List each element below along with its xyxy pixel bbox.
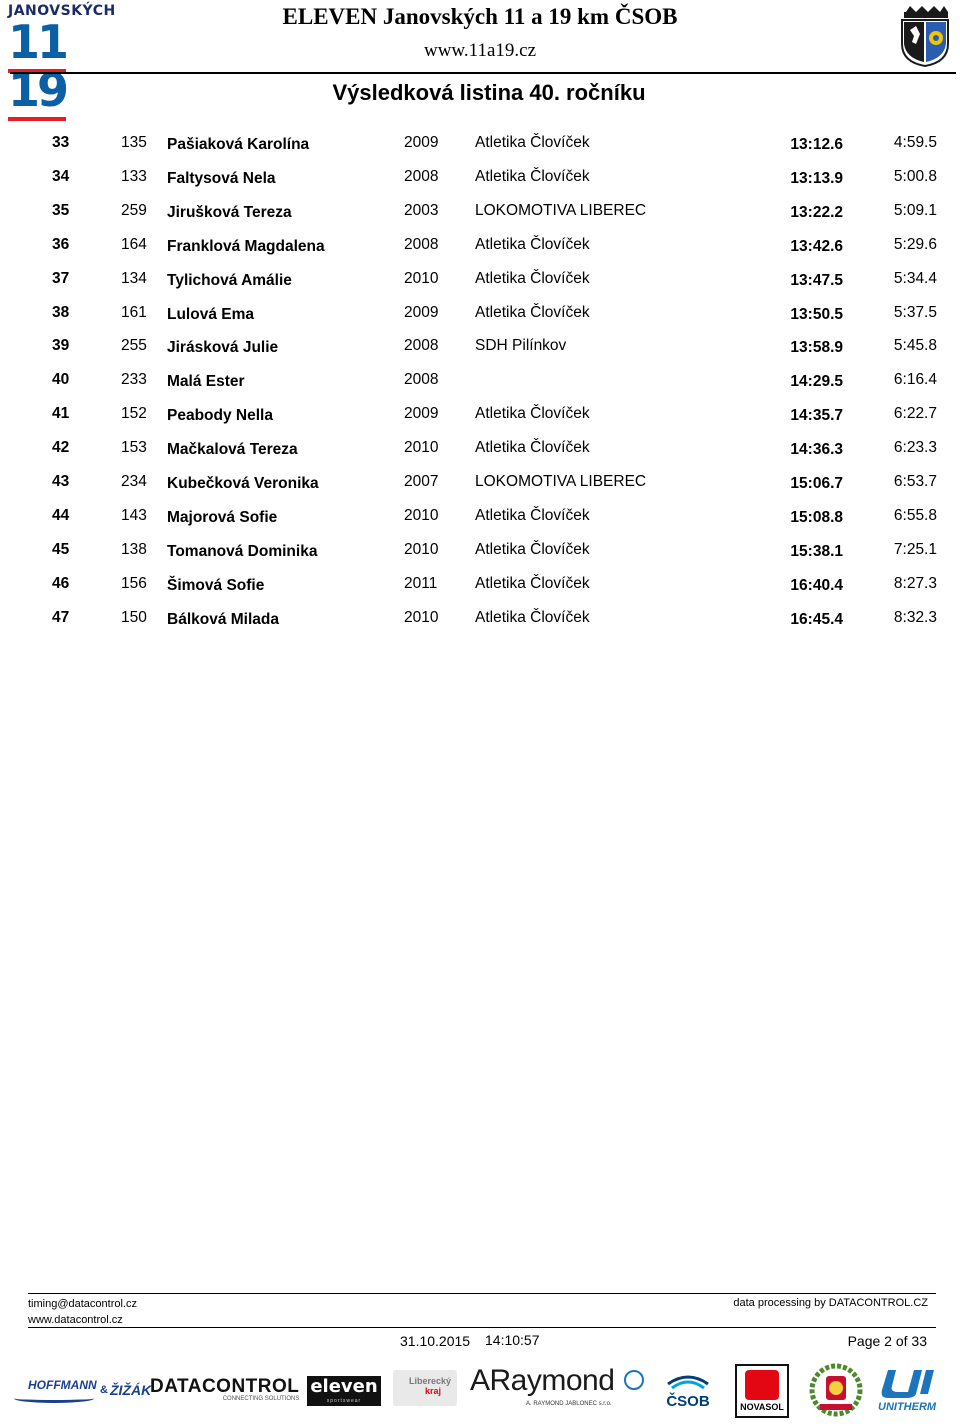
- result-club: Atletika Človíček: [475, 236, 590, 253]
- header-divider: [10, 72, 956, 74]
- footer-web[interactable]: www.datacontrol.cz: [28, 1314, 123, 1326]
- result-time: 16:45.4: [790, 611, 843, 628]
- result-pace: 5:45.8: [893, 337, 937, 354]
- result-time: 13:13.9: [790, 170, 843, 187]
- town-crest-icon: [898, 4, 952, 68]
- result-name: Pašiaková Karolína: [167, 136, 310, 153]
- result-bib: 133: [121, 168, 147, 185]
- table-row: [0, 236, 960, 270]
- unitherm-u-icon: [878, 1368, 948, 1398]
- sponsor-csob-logo: ČSOB: [664, 1372, 712, 1410]
- result-year: 2008: [404, 168, 439, 185]
- result-year: 2010: [404, 507, 439, 524]
- page-title: ELEVEN Janovských 11 a 19 km ČSOB: [282, 4, 678, 29]
- table-row: [0, 473, 960, 507]
- result-time: 13:12.6: [790, 136, 843, 153]
- table-row: [0, 134, 960, 168]
- result-bib: 135: [121, 134, 147, 151]
- table-row: [0, 439, 960, 473]
- table-row: [0, 405, 960, 439]
- result-time: 13:47.5: [790, 272, 843, 289]
- result-club: Atletika Človíček: [475, 270, 590, 287]
- result-pace: 7:25.1: [893, 541, 937, 558]
- result-place: 40: [52, 371, 70, 388]
- result-pace: 5:00.8: [893, 168, 937, 185]
- sponsor-strip: [0, 1360, 960, 1420]
- result-year: 2003: [404, 202, 439, 219]
- result-bib: 152: [121, 405, 147, 422]
- sponsor-liberecky-kraj-logo: Liberecký kraj: [393, 1370, 457, 1406]
- result-bib: 150: [121, 609, 147, 626]
- result-place: 35: [52, 202, 70, 219]
- table-row: [0, 507, 960, 541]
- result-pace: 6:22.7: [893, 405, 937, 422]
- table-row: [0, 575, 960, 609]
- result-pace: 6:53.7: [893, 473, 937, 490]
- result-place: 37: [52, 270, 70, 287]
- result-time: 14:35.7: [790, 407, 843, 424]
- result-pace: 5:34.4: [893, 270, 937, 287]
- result-place: 33: [52, 134, 70, 151]
- result-name: Tylichová Amálie: [167, 272, 292, 289]
- result-time: 15:38.1: [790, 543, 843, 560]
- result-bib: 234: [121, 473, 147, 490]
- sponsor-hoffmann-zizak-logo: HOFFMANN & ŽIŽÁK: [14, 1374, 142, 1400]
- result-name: Kubečková Veronika: [167, 475, 319, 492]
- result-pace: 5:37.5: [893, 304, 937, 321]
- result-year: 2007: [404, 473, 439, 490]
- result-bib: 164: [121, 236, 147, 253]
- result-club: Atletika Človíček: [475, 541, 590, 558]
- result-club: Atletika Človíček: [475, 168, 590, 185]
- result-bib: 161: [121, 304, 147, 321]
- table-row: [0, 270, 960, 304]
- result-club: Atletika Človíček: [475, 507, 590, 524]
- logo-brand-text: JANOVSKÝCH: [8, 3, 116, 19]
- result-name: Franklová Magdalena: [167, 238, 325, 255]
- result-name: Jirušková Tereza: [167, 204, 292, 221]
- page-indicator: Page 2 of 33: [847, 1333, 927, 1349]
- result-club: LOKOMOTIVA LIBEREC: [475, 473, 647, 490]
- sponsor-wreath-emblem-icon: [808, 1362, 864, 1418]
- table-row: [0, 371, 960, 405]
- result-pace: 6:16.4: [893, 371, 937, 388]
- result-club: Atletika Človíček: [475, 304, 590, 321]
- result-bib: 156: [121, 575, 147, 592]
- race-website: www.11a19.cz: [423, 40, 537, 61]
- result-bib: 255: [121, 337, 147, 354]
- result-pace: 5:09.1: [893, 202, 937, 219]
- result-name: Peabody Nella: [167, 407, 273, 424]
- table-row: [0, 304, 960, 338]
- sponsor-datacontrol-logo: DATACONTROL CONNECTING SOLUTIONS: [150, 1376, 300, 1402]
- result-club: Atletika Človíček: [475, 439, 590, 456]
- sponsor-eleven-logo: eleven sportswear: [307, 1376, 381, 1406]
- footer-email[interactable]: timing@datacontrol.cz: [28, 1298, 137, 1310]
- result-year: 2010: [404, 541, 439, 558]
- print-date: 31.10.2015: [400, 1333, 471, 1349]
- result-year: 2009: [404, 134, 439, 151]
- result-year: 2011: [404, 575, 438, 592]
- sponsor-unitherm-logo: UNITHERM: [878, 1368, 948, 1414]
- result-name: Bálková Milada: [167, 611, 279, 628]
- result-time: 13:50.5: [790, 306, 843, 323]
- result-pace: 5:29.6: [893, 236, 937, 253]
- result-year: 2009: [404, 304, 439, 321]
- result-bib: 134: [121, 270, 147, 287]
- result-time: 15:08.8: [790, 509, 843, 526]
- result-pace: 6:55.8: [893, 507, 937, 524]
- table-row: [0, 337, 960, 371]
- result-time: 13:22.2: [790, 204, 843, 221]
- result-name: Šimová Sofie: [167, 577, 265, 594]
- result-club: Atletika Človíček: [475, 405, 590, 422]
- result-place: 43: [52, 473, 70, 490]
- result-name: Mačkalová Tereza: [167, 441, 298, 458]
- result-name: Tomanová Dominika: [167, 543, 318, 560]
- result-place: 39: [52, 337, 70, 354]
- sponsor-araymond-logo: ARaymond A. RAYMOND JABLONEC s.r.o.: [470, 1364, 650, 1410]
- footer-top-divider: [28, 1293, 936, 1294]
- result-place: 44: [52, 507, 70, 524]
- result-name: Faltysová Nela: [167, 170, 276, 187]
- table-row: [0, 168, 960, 202]
- result-time: 15:06.7: [790, 475, 843, 492]
- result-club: Atletika Človíček: [475, 575, 590, 592]
- result-club: Atletika Človíček: [475, 134, 590, 151]
- result-time: 13:58.9: [790, 339, 843, 356]
- result-place: 45: [52, 541, 70, 558]
- result-bib: 143: [121, 507, 147, 524]
- result-bib: 138: [121, 541, 147, 558]
- result-year: 2010: [404, 609, 439, 626]
- table-row: [0, 609, 960, 643]
- result-place: 41: [52, 405, 70, 422]
- sponsor-novasol-logo: NOVASOL: [735, 1364, 789, 1418]
- result-time: 13:42.6: [790, 238, 843, 255]
- footer-bottom-divider: [28, 1327, 936, 1328]
- result-club: SDH Pilínkov: [475, 337, 567, 354]
- result-year: 2008: [404, 236, 439, 253]
- result-place: 46: [52, 575, 70, 592]
- result-name: Majorová Sofie: [167, 509, 278, 526]
- result-year: 2010: [404, 270, 439, 287]
- footer-processing-note: data processing by DATACONTROL.CZ: [733, 1297, 928, 1309]
- result-place: 36: [52, 236, 70, 253]
- result-place: 42: [52, 439, 70, 456]
- csob-wave-icon: [664, 1372, 712, 1390]
- result-place: 34: [52, 168, 70, 185]
- result-pace: 4:59.5: [893, 134, 937, 151]
- result-place: 38: [52, 304, 70, 321]
- result-pace: 8:27.3: [893, 575, 937, 592]
- results-heading: Výsledková listina 40. ročníku: [332, 80, 646, 105]
- result-time: 14:29.5: [790, 373, 843, 390]
- table-row: [0, 202, 960, 236]
- result-bib: 233: [121, 371, 147, 388]
- result-name: Malá Ester: [167, 373, 245, 390]
- result-club: LOKOMOTIVA LIBEREC: [475, 202, 647, 219]
- result-year: 2008: [404, 337, 439, 354]
- result-time: 16:40.4: [790, 577, 843, 594]
- result-place: 47: [52, 609, 70, 626]
- logo-numbers: 11 19: [8, 18, 120, 114]
- result-year: 2008: [404, 371, 439, 388]
- print-time: 14:10:57: [485, 1332, 540, 1348]
- table-row: [0, 541, 960, 575]
- result-year: 2010: [404, 439, 439, 456]
- result-bib: 153: [121, 439, 147, 456]
- result-time: 14:36.3: [790, 441, 843, 458]
- result-club: Atletika Človíček: [475, 609, 590, 626]
- result-name: Lulová Ema: [167, 306, 254, 323]
- result-bib: 259: [121, 202, 147, 219]
- result-pace: 6:23.3: [893, 439, 937, 456]
- result-year: 2009: [404, 405, 439, 422]
- result-pace: 8:32.3: [893, 609, 937, 626]
- result-name: Jirásková Julie: [167, 339, 279, 356]
